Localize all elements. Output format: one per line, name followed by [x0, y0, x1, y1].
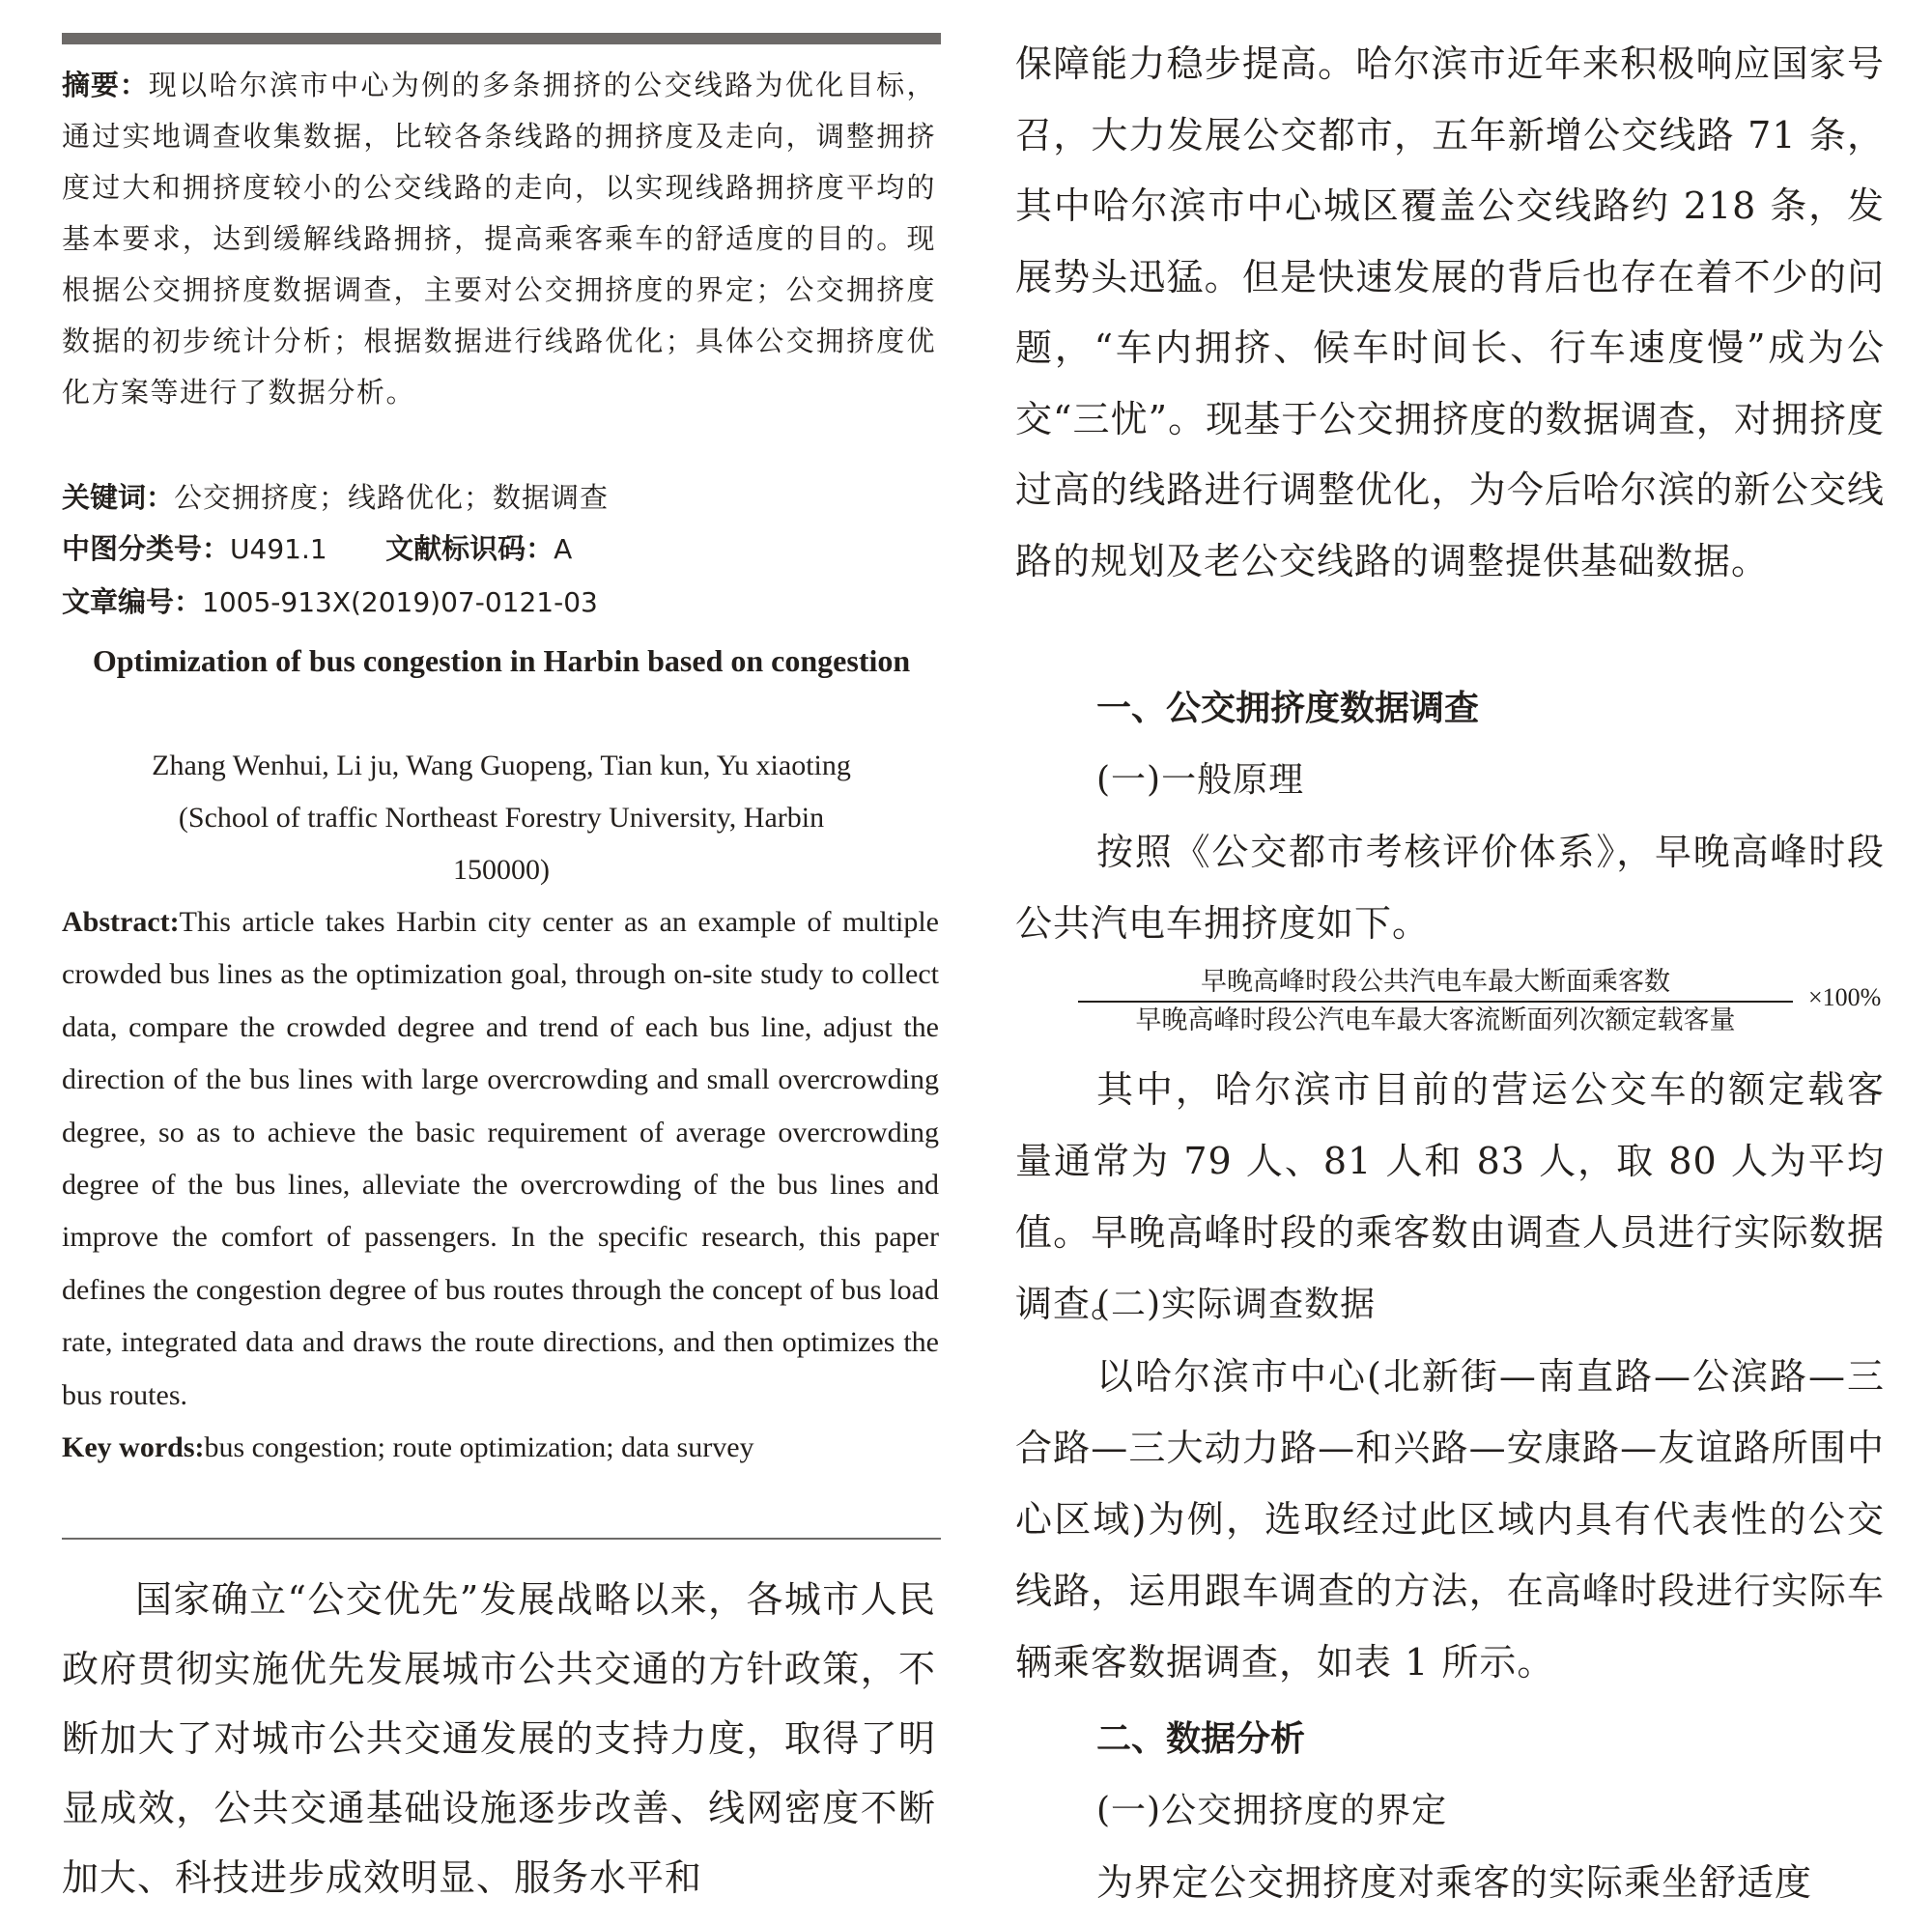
- classification-line: [62, 524, 936, 575]
- english-affiliation: (School of traffic Northeast Forestry University, Harbin 150000): [178, 802, 825, 886]
- principle-paragraph: 按照《公交都市考核评价体系》，早晚高峰时段公共汽电车拥挤度如下。: [1015, 831, 1885, 945]
- english-keywords-text: bus congestion; route optimization; data survey: [204, 1431, 754, 1464]
- article-number-label: 文章编号：: [62, 585, 203, 618]
- english-abstract-label: Abstract:: [62, 906, 180, 938]
- keywords-text: 公交拥挤度；线路优化；数据调查: [174, 481, 610, 514]
- section-heading-survey: 一、公交拥挤度数据调查: [1096, 689, 1480, 728]
- article-number-line: [62, 577, 936, 628]
- formula-multiplier: ×100%: [1808, 983, 1882, 1011]
- english-abstract: [62, 896, 939, 1474]
- english-title: Optimization of bus congestion in Harbin based on congestion: [92, 643, 911, 678]
- formula-denominator: 早晚高峰时段公汽电车最大客流断面列次额定载客量: [1135, 1005, 1736, 1035]
- actual-data-paragraph: 以哈尔滨市中心(北新街—南直路—公滨路—三合路—三大动力路—和兴路—安康路—友谊路所围中心区域)为例，选取经过此区域内具有代表性的公交线路，运用跟车调查的方法，在高峰时段进行实际车辆乘客数据调查，如表 1 所示。: [1015, 1355, 1885, 1684]
- english-keywords-label: Key words:: [62, 1431, 205, 1464]
- definition-paragraph: 为界定公交拥挤度对乘客的实际乘坐舒适度: [1096, 1861, 1813, 1904]
- subsection-heading-definition: (一)公交拥挤度的界定: [1096, 1791, 1448, 1830]
- keywords-cn: [62, 472, 936, 524]
- abstract-text: 现以哈尔滨市中心为例的多条拥挤的公交线路为优化目标，通过实地调查收集数据，比较各条线路的拥挤度及走向，调整拥挤度过大和拥挤度较小的公交线路的走向，以实现线路拥挤度平均的基本要求，达到缓解线路拥挤，提高乘客乘车的舒适度的目的。现根据公交拥挤度数据调查，主要对公交拥挤度的界定；公交拥挤度数据的初步统计分析；根据数据进行线路优化；具体公交拥挤度优化方案等进行了数据分析。: [62, 69, 936, 409]
- subsection-heading-actual: (二)实际调查数据: [1096, 1285, 1377, 1324]
- formula-fraction: [1078, 966, 1793, 1037]
- english-authors: Zhang Wenhui, Li ju, Wang Guopeng, Tian kun, Yu xiaoting: [152, 750, 851, 781]
- subsection-heading-principle: (一)一般原理: [1096, 760, 1305, 800]
- section-heading-analysis: 二、数据分析: [1096, 1719, 1306, 1759]
- formula-numerator: 早晚高峰时段公共汽电车最大断面乘客数: [1201, 967, 1670, 997]
- classification-label: 中图分类号：: [62, 532, 231, 565]
- abstract-label: 摘要：: [62, 69, 149, 101]
- section-divider: [62, 1538, 941, 1540]
- intro-paragraph: 国家确立“公交优先”发展战略以来，各城市人民政府贯彻实施优先发展城市公共交通的方针政策，不断加大了对城市公共交通发展的支持力度，取得了明显成效，公共交通基础设施逐步改善、线网密度不断加大、科技进步成效明显、服务水平和: [62, 1578, 936, 1899]
- english-keywords: [62, 1422, 939, 1474]
- intro-continuation: 保障能力稳步提高。哈尔滨市近年来积极响应国家号召，大力发展公交都市，五年新增公交线路 71 条，其中哈尔滨市中心城区覆盖公交线路约 218 条，发展势头迅猛。但是快速发展的背后也存在着不少的问题，“车内拥挤、候车时间长、行车速度慢”成为公交“三忧”。现基于公交拥挤度的数据调查，对拥挤度过高的线路进行调整优化，为今后哈尔滨的新公交线路的规划及老公交线路的调整提供基础数据。: [1015, 42, 1885, 582]
- top-rule: [62, 33, 941, 44]
- doc-code-label: 文献标识码：: [385, 532, 554, 565]
- congestion-formula: [1078, 966, 1885, 1043]
- english-authors-block: [62, 740, 941, 896]
- english-abstract-text: This article takes Harbin city center as an example of multiple crowded bus lines as the optimization goal, through on-site study to collect data, compare the crowded degree and trend of each bus line, adjust the direction of the bus lines with large overcrowding and small overcrowding degree, so as to achieve the basic requirement of average overcrowding degree of the bus lines, alleviate the overcrowding of the bus lines and improve the comfort of passengers. In the specific research, this paper defines the congestion degree of bus routes through the concept of bus load rate, integrated data and draws the route directions, and then optimizes the bus routes.: [62, 906, 939, 1411]
- doc-code-value: A: [554, 533, 573, 565]
- classification-value: U491.1: [230, 533, 327, 565]
- chinese-abstract: [62, 60, 936, 418]
- capacity-paragraph: 其中，哈尔滨市目前的营运公交车的额定载客量通常为 79 人、81 人和 83 人，取 80 人为平均值。早晚高峰时段的乘客数由调查人员进行实际数据调查。: [1015, 1068, 1885, 1325]
- article-number-value: 1005-913X(2019)07-0121-03: [202, 586, 598, 618]
- fraction-bar: [1078, 1001, 1793, 1003]
- keywords-label: 关键词：: [62, 481, 175, 514]
